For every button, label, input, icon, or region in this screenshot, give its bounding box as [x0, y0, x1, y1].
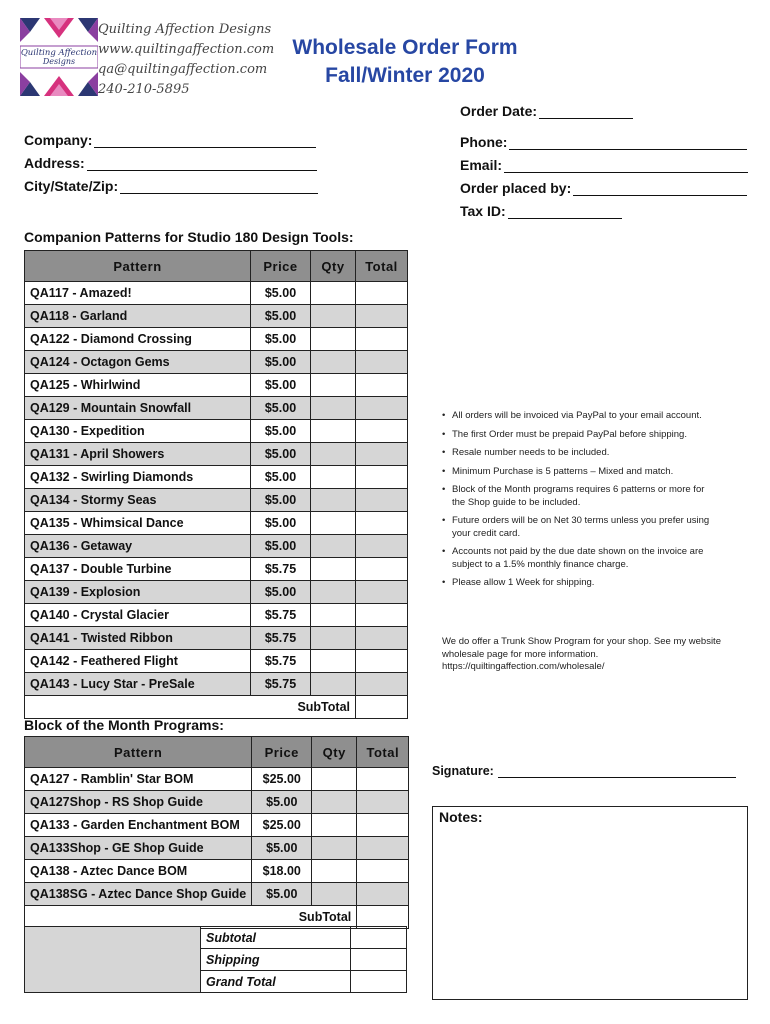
- pattern-cell: QA143 - Lucy Star - PreSale: [25, 673, 251, 696]
- table-row: [25, 627, 408, 650]
- total-cell[interactable]: [357, 860, 409, 883]
- address-label: Address:: [24, 155, 85, 171]
- price-cell: $5.00: [251, 581, 311, 604]
- qty-cell[interactable]: [311, 673, 356, 696]
- table-row: [25, 374, 408, 397]
- contact-block: [98, 20, 274, 100]
- price-cell: $5.75: [251, 627, 311, 650]
- pattern-cell: QA133Shop - GE Shop Guide: [25, 837, 252, 860]
- terms-item: • The first Order must be prepaid PayPal before shipping.: [440, 429, 720, 442]
- qty-cell[interactable]: [311, 282, 356, 305]
- total-cell[interactable]: [356, 305, 408, 328]
- table-row: [25, 673, 408, 696]
- table-row: [25, 860, 409, 883]
- terms-item: • Future orders will be on Net 30 terms unless you prefer using your credit card.: [440, 515, 720, 540]
- price-cell: $5.00: [251, 535, 311, 558]
- companion-table: [24, 250, 408, 719]
- header-pattern: Pattern: [25, 251, 251, 282]
- header-price: Price: [251, 251, 311, 282]
- price-cell: $18.00: [252, 860, 312, 883]
- table-row: [25, 650, 408, 673]
- price-cell: $5.00: [251, 397, 311, 420]
- terms-item: • Resale number needs to be included.: [440, 447, 720, 460]
- qty-cell[interactable]: [311, 581, 356, 604]
- price-cell: $5.00: [251, 282, 311, 305]
- order-placed-by-line[interactable]: [573, 182, 747, 196]
- signature-field[interactable]: [432, 764, 736, 778]
- total-cell[interactable]: [357, 768, 409, 791]
- bom-table: [24, 736, 409, 929]
- companion-section-title: Companion Patterns for Studio 180 Design Tools:: [24, 229, 354, 245]
- price-cell: $25.00: [252, 814, 312, 837]
- qty-cell[interactable]: [312, 860, 357, 883]
- price-cell: $5.00: [251, 374, 311, 397]
- terms-item: • Please allow 1 Week for shipping.: [440, 577, 720, 590]
- table-row: [25, 814, 409, 837]
- price-cell: $5.00: [252, 791, 312, 814]
- total-cell[interactable]: [356, 397, 408, 420]
- shipping-value[interactable]: [351, 949, 407, 971]
- tax-id-field[interactable]: [460, 203, 622, 219]
- qty-cell[interactable]: [312, 883, 357, 906]
- total-cell[interactable]: [356, 535, 408, 558]
- qty-cell[interactable]: [312, 837, 357, 860]
- grand-total-label: Grand Total: [201, 971, 351, 993]
- table-row: [25, 351, 408, 374]
- header-price: Price: [252, 737, 312, 768]
- qty-cell[interactable]: [311, 558, 356, 581]
- terms-item: • Accounts not paid by the due date shown on the invoice are subject to a 1.5% monthly finance charge.: [440, 546, 720, 571]
- table-row: [25, 443, 408, 466]
- pattern-cell: QA141 - Twisted Ribbon: [25, 627, 251, 650]
- table-row: [25, 581, 408, 604]
- totals-table: [24, 926, 407, 993]
- total-cell[interactable]: [356, 489, 408, 512]
- bom-subtotal-label: SubTotal: [25, 906, 357, 929]
- order-placed-by-label: Order placed by:: [460, 180, 572, 196]
- price-cell: $5.00: [251, 466, 311, 489]
- header-qty: Qty: [312, 737, 357, 768]
- table-row: [25, 558, 408, 581]
- pattern-cell: QA134 - Stormy Seas: [25, 489, 251, 512]
- address-line[interactable]: [87, 157, 317, 171]
- table-row: [25, 282, 408, 305]
- website-link[interactable]: www.quiltingaffection.com: [98, 42, 275, 57]
- table-row: [25, 604, 408, 627]
- table-row: [25, 328, 408, 351]
- price-cell: $5.75: [251, 604, 311, 627]
- header-qty: Qty: [311, 251, 356, 282]
- tax-id-line[interactable]: [508, 205, 622, 219]
- table-row: [25, 837, 409, 860]
- company-field[interactable]: [24, 132, 316, 148]
- table-row: [25, 305, 408, 328]
- order-placed-by-field[interactable]: [460, 180, 747, 196]
- qty-cell[interactable]: [312, 814, 357, 837]
- phone-field[interactable]: [460, 134, 747, 150]
- subtotal-label: Subtotal: [201, 927, 351, 949]
- total-cell[interactable]: [356, 673, 408, 696]
- phone-number: 240-210-5895: [98, 82, 190, 97]
- companion-subtotal-cell[interactable]: [356, 696, 408, 719]
- total-cell[interactable]: [356, 351, 408, 374]
- totals-shade: [25, 927, 201, 993]
- total-cell[interactable]: [356, 604, 408, 627]
- pattern-cell: QA142 - Feathered Flight: [25, 650, 251, 673]
- phone-line[interactable]: [509, 136, 747, 150]
- total-cell[interactable]: [356, 627, 408, 650]
- qty-cell[interactable]: [312, 768, 357, 791]
- qty-cell[interactable]: [311, 351, 356, 374]
- price-cell: $25.00: [252, 768, 312, 791]
- qty-cell[interactable]: [311, 627, 356, 650]
- total-cell[interactable]: [356, 374, 408, 397]
- total-cell[interactable]: [356, 282, 408, 305]
- price-cell: $5.00: [251, 420, 311, 443]
- company-name: Quilting Affection Designs: [98, 22, 272, 37]
- price-cell: $5.75: [251, 650, 311, 673]
- order-date-line[interactable]: [539, 105, 633, 119]
- total-cell[interactable]: [357, 791, 409, 814]
- email-line[interactable]: [504, 159, 748, 173]
- price-cell: $5.00: [251, 305, 311, 328]
- pattern-cell: QA131 - April Showers: [25, 443, 251, 466]
- pattern-cell: QA139 - Explosion: [25, 581, 251, 604]
- city-state-zip-line[interactable]: [120, 180, 318, 194]
- table-row: [25, 512, 408, 535]
- company-label: Company:: [24, 132, 93, 148]
- qty-cell[interactable]: [311, 328, 356, 351]
- price-cell: $5.00: [251, 512, 311, 535]
- header-total: Total: [357, 737, 409, 768]
- table-row: [25, 535, 408, 558]
- email-label: Email:: [460, 157, 503, 173]
- total-cell[interactable]: [356, 650, 408, 673]
- tax-id-label: Tax ID:: [460, 203, 506, 219]
- pattern-cell: QA117 - Amazed!: [25, 282, 251, 305]
- table-row: [25, 791, 409, 814]
- header-pattern: Pattern: [25, 737, 252, 768]
- subtotal-value[interactable]: [351, 927, 407, 949]
- table-row: [25, 489, 408, 512]
- phone-label: Phone:: [460, 134, 508, 150]
- grand-total-value[interactable]: [351, 971, 407, 993]
- total-cell[interactable]: [356, 443, 408, 466]
- terms-item: • Minimum Purchase is 5 patterns – Mixed and match.: [440, 466, 720, 479]
- trunk-show-note: We do offer a Trunk Show Program for your shop. See my website wholesale page for more information. https://quiltingaffection.com/wholesale/: [442, 636, 721, 672]
- city-state-zip-label: City/State/Zip:: [24, 178, 119, 194]
- total-cell[interactable]: [356, 328, 408, 351]
- pattern-cell: QA122 - Diamond Crossing: [25, 328, 251, 351]
- qty-cell[interactable]: [311, 305, 356, 328]
- table-row: [25, 883, 409, 906]
- signature-label: Signature:: [432, 764, 494, 778]
- logo-text-line1: Quilting Affection: [20, 48, 98, 58]
- pattern-cell: QA129 - Mountain Snowfall: [25, 397, 251, 420]
- total-cell[interactable]: [356, 581, 408, 604]
- qty-cell[interactable]: [311, 374, 356, 397]
- pattern-cell: QA136 - Getaway: [25, 535, 251, 558]
- pattern-cell: QA118 - Garland: [25, 305, 251, 328]
- qty-cell[interactable]: [311, 397, 356, 420]
- notes-label: Notes:: [439, 809, 483, 825]
- total-cell[interactable]: [356, 512, 408, 535]
- total-cell[interactable]: [356, 558, 408, 581]
- price-cell: $5.00: [251, 489, 311, 512]
- qty-cell[interactable]: [311, 604, 356, 627]
- shipping-label: Shipping: [201, 949, 351, 971]
- form-title-line2: Fall/Winter 2020: [325, 64, 485, 87]
- price-cell: $5.00: [251, 328, 311, 351]
- pattern-cell: QA130 - Expedition: [25, 420, 251, 443]
- pattern-cell: QA133 - Garden Enchantment BOM: [25, 814, 252, 837]
- price-cell: $5.00: [251, 443, 311, 466]
- form-title-line1: Wholesale Order Form: [292, 36, 518, 59]
- price-cell: $5.00: [252, 883, 312, 906]
- bom-section-title: Block of the Month Programs:: [24, 717, 224, 733]
- address-field[interactable]: [24, 155, 317, 171]
- qty-cell[interactable]: [312, 791, 357, 814]
- terms-item: • All orders will be invoiced via PayPal to your email account.: [440, 410, 720, 423]
- pattern-cell: QA124 - Octagon Gems: [25, 351, 251, 374]
- table-row: [25, 420, 408, 443]
- pattern-cell: QA127 - Ramblin' Star BOM: [25, 768, 252, 791]
- total-cell[interactable]: [357, 814, 409, 837]
- email-field[interactable]: [460, 157, 748, 173]
- companion-subtotal-label: SubTotal: [25, 696, 356, 719]
- pattern-cell: QA132 - Swirling Diamonds: [25, 466, 251, 489]
- qty-cell[interactable]: [311, 512, 356, 535]
- form-title: [250, 34, 560, 90]
- qty-cell[interactable]: [311, 443, 356, 466]
- company-logo: [20, 18, 98, 96]
- qty-cell[interactable]: [311, 466, 356, 489]
- total-cell[interactable]: [357, 837, 409, 860]
- price-cell: $5.00: [252, 837, 312, 860]
- pattern-cell: QA138SG - Aztec Dance Shop Guide: [25, 883, 252, 906]
- pattern-cell: QA138 - Aztec Dance BOM: [25, 860, 252, 883]
- pattern-cell: QA140 - Crystal Glacier: [25, 604, 251, 627]
- order-date-field[interactable]: [460, 103, 633, 119]
- pattern-cell: QA127Shop - RS Shop Guide: [25, 791, 252, 814]
- qty-cell[interactable]: [311, 420, 356, 443]
- price-cell: $5.00: [251, 351, 311, 374]
- qty-cell[interactable]: [311, 489, 356, 512]
- signature-line[interactable]: [498, 766, 736, 778]
- total-cell[interactable]: [356, 466, 408, 489]
- logo-text-line2: Designs: [42, 57, 76, 66]
- city-state-zip-field[interactable]: [24, 178, 318, 194]
- price-cell: $5.75: [251, 558, 311, 581]
- notes-box[interactable]: [432, 806, 748, 1000]
- company-line[interactable]: [94, 134, 316, 148]
- table-row: [25, 768, 409, 791]
- table-row: [25, 397, 408, 420]
- total-cell[interactable]: [357, 883, 409, 906]
- qty-cell[interactable]: [311, 650, 356, 673]
- table-row: [25, 466, 408, 489]
- terms-list: [440, 410, 720, 596]
- terms-item: • Block of the Month programs requires 6 patterns or more for the Shop guide to be included.: [440, 484, 720, 509]
- header-total: Total: [356, 251, 408, 282]
- price-cell: $5.75: [251, 673, 311, 696]
- order-date-label: Order Date:: [460, 103, 538, 119]
- pattern-cell: QA135 - Whimsical Dance: [25, 512, 251, 535]
- pattern-cell: QA125 - Whirlwind: [25, 374, 251, 397]
- qty-cell[interactable]: [311, 535, 356, 558]
- pattern-cell: QA137 - Double Turbine: [25, 558, 251, 581]
- email-link[interactable]: qa@quiltingaffection.com: [98, 62, 268, 77]
- total-cell[interactable]: [356, 420, 408, 443]
